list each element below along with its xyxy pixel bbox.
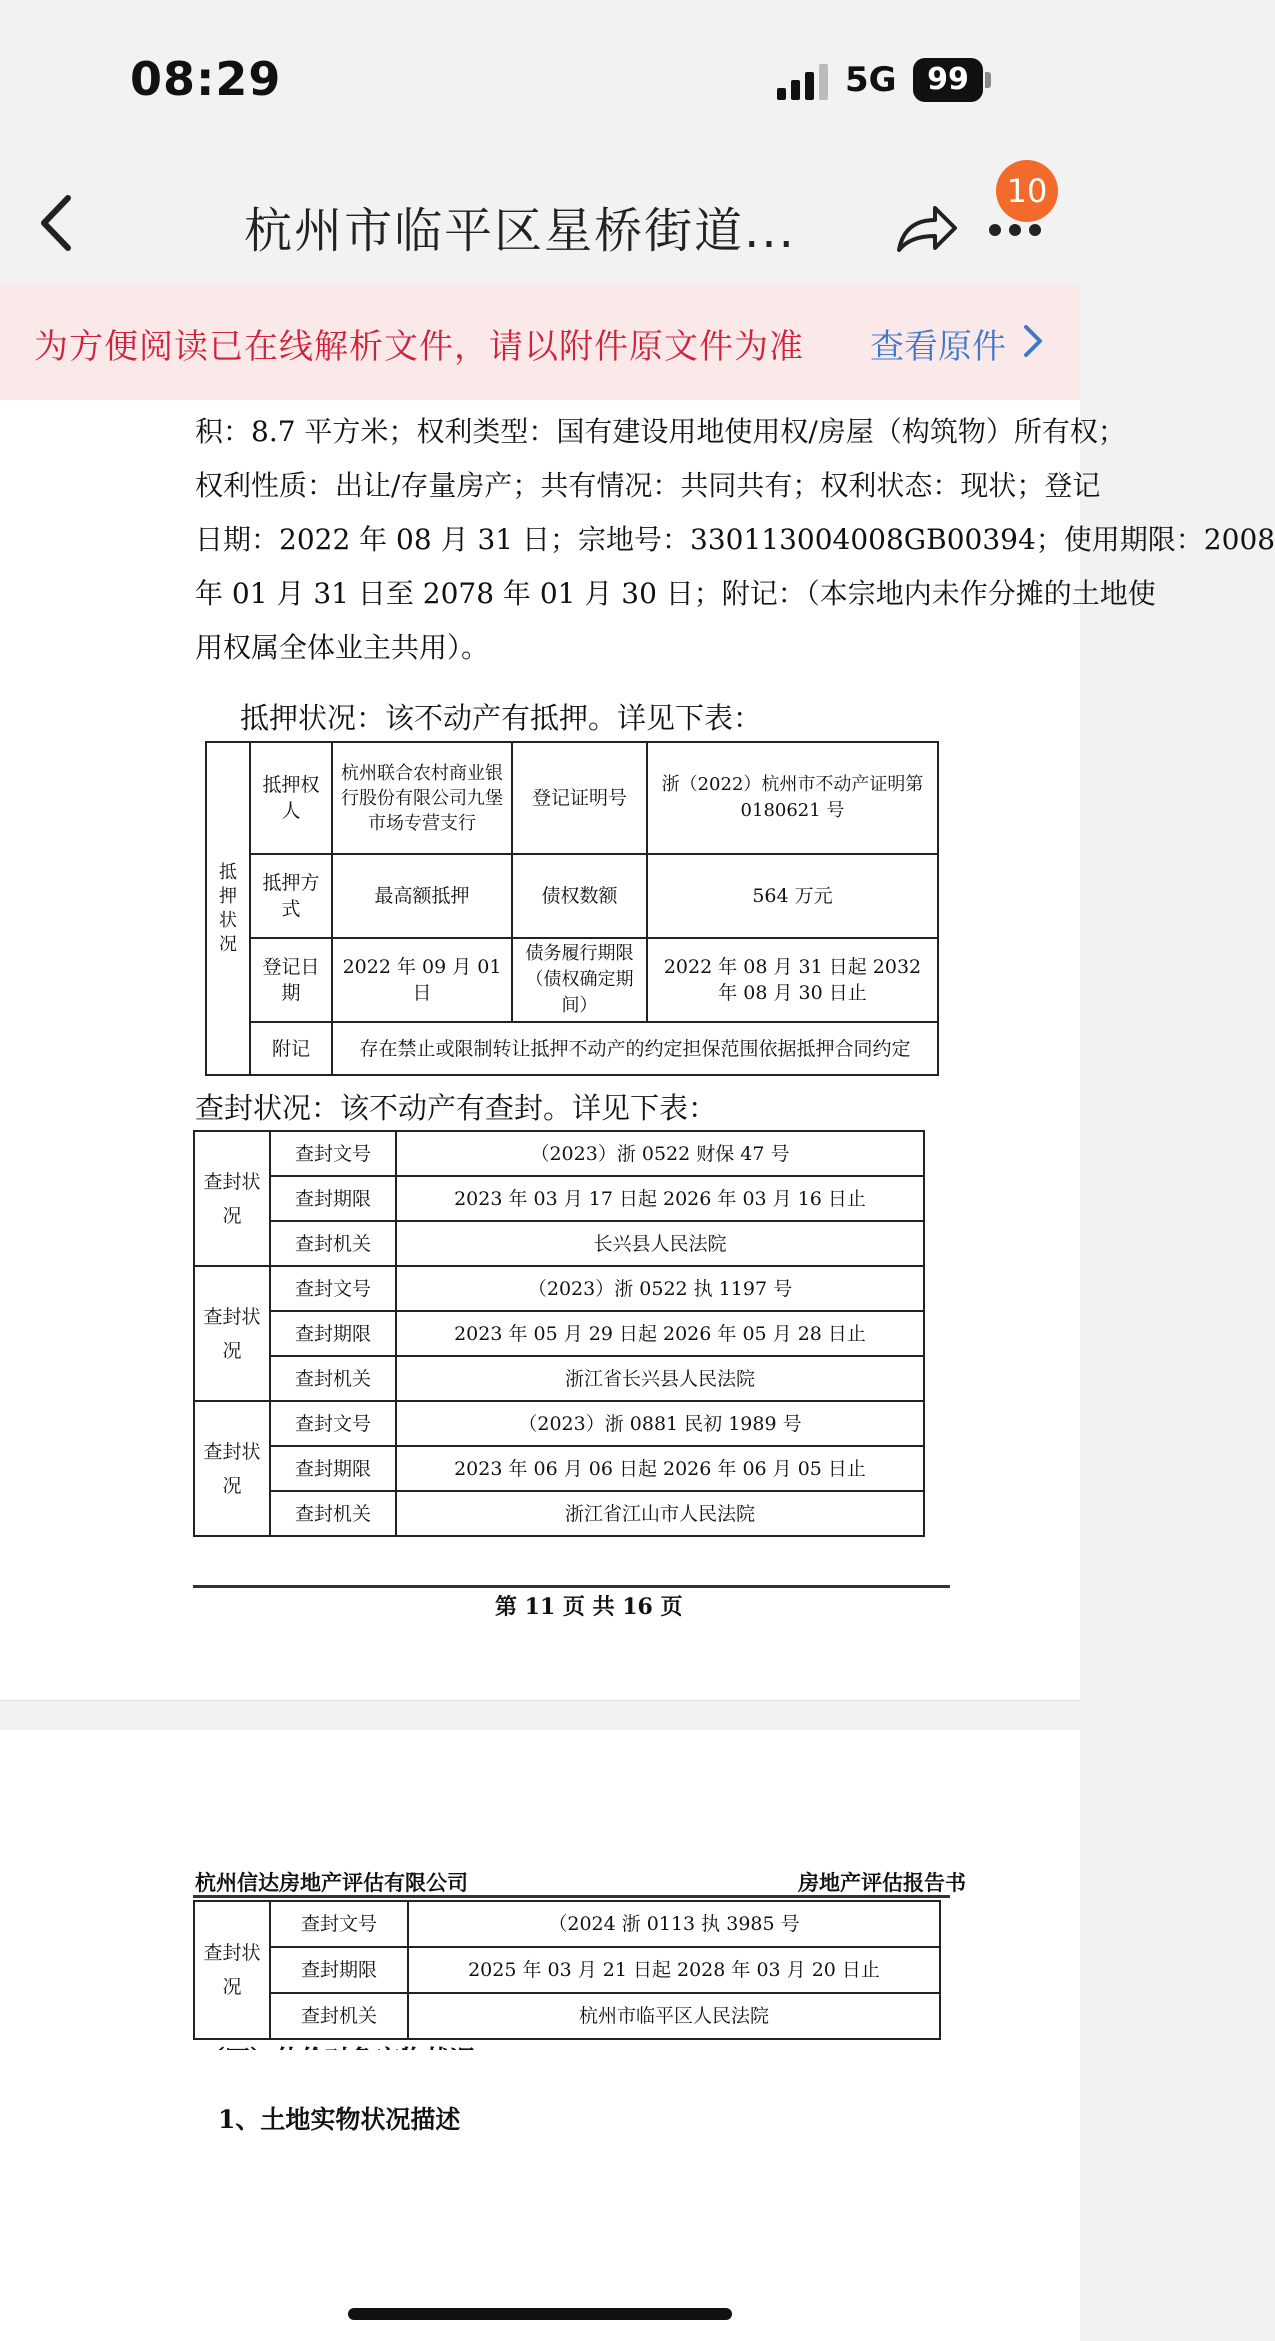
page-number: 第 11 页 共 16 页 bbox=[495, 1594, 683, 1620]
mortgage-table bbox=[205, 741, 939, 1076]
cell-value: 2023 年 06 月 06 日起 2026 年 06 月 05 日止 bbox=[396, 1446, 924, 1491]
cell-label: 抵押方式 bbox=[250, 854, 332, 938]
header-rule bbox=[193, 1895, 950, 1898]
cell-value: 最高额抵押 bbox=[332, 854, 512, 938]
cell-label: 查封机关 bbox=[270, 1221, 396, 1266]
mortgage-side-label: 抵押状况 bbox=[206, 742, 250, 1075]
seizure-table bbox=[193, 1130, 925, 1537]
cell-label: 登记日期 bbox=[250, 938, 332, 1022]
cell-label: 查封期限 bbox=[270, 1311, 396, 1356]
cell-label: 债务履行期限（债权确定期间） bbox=[512, 938, 647, 1022]
status-bar bbox=[0, 0, 1080, 160]
cell-label: 查封机关 bbox=[270, 1491, 396, 1536]
cell-label: 查封文号 bbox=[270, 1266, 396, 1311]
cell-label: 登记证明号 bbox=[512, 742, 647, 854]
para-line: 权利性质：出让/存量房产；共有情况：共同共有；权利状态：现状；登记 bbox=[195, 469, 1101, 502]
cell-value: （2023）浙 0881 民初 1989 号 bbox=[396, 1401, 924, 1446]
cell-value: 杭州联合农村商业银行股份有限公司九堡市场专营支行 bbox=[332, 742, 512, 854]
page-title: 杭州市临平区星桥街道... bbox=[244, 203, 796, 259]
cell-value: （2023）浙 0522 财保 47 号 bbox=[396, 1131, 924, 1176]
battery-icon: 99 bbox=[913, 58, 983, 102]
seizure-side-label: 查封状况 bbox=[194, 1901, 270, 2039]
cell-value: 2022 年 09 月 01 日 bbox=[332, 938, 512, 1022]
chevron-right-icon[interactable] bbox=[1022, 323, 1044, 359]
seizure-side-label: 查封状况 bbox=[194, 1401, 270, 1536]
notice-banner bbox=[0, 285, 1080, 400]
cell-value: 杭州市临平区人民法院 bbox=[408, 1993, 940, 2039]
notification-badge: 10 bbox=[996, 160, 1058, 222]
more-icon[interactable] bbox=[985, 220, 1045, 240]
para-line: 日期：2022 年 08 月 31 日；宗地号：330113004008GB00394；使用期限：2008 bbox=[195, 523, 1275, 556]
cell-label: 查封期限 bbox=[270, 1176, 396, 1221]
share-icon[interactable] bbox=[893, 198, 959, 258]
status-time: 08:29 bbox=[130, 52, 282, 106]
cell-value: 2023 年 03 月 17 日起 2026 年 03 月 16 日止 bbox=[396, 1176, 924, 1221]
para-line: 年 01 月 31 日至 2078 年 01 月 30 日；附记：（本宗地内未作分摊的土地使 bbox=[195, 577, 1156, 610]
home-indicator[interactable] bbox=[348, 2308, 732, 2320]
cell-label: 债权数额 bbox=[512, 854, 647, 938]
page-blank-area bbox=[0, 2050, 1080, 2341]
cell-value: 浙江省江山市人民法院 bbox=[396, 1491, 924, 1536]
cell-value: 2025 年 03 月 21 日起 2028 年 03 月 20 日止 bbox=[408, 1947, 940, 1993]
nav-bar bbox=[0, 160, 1080, 285]
cell-label: 查封文号 bbox=[270, 1401, 396, 1446]
seizure-side-label: 查封状况 bbox=[194, 1266, 270, 1401]
cell-label: 查封文号 bbox=[270, 1131, 396, 1176]
para-line: 用权属全体业主共用）。 bbox=[195, 631, 490, 664]
view-original-link[interactable]: 查看原件 bbox=[870, 327, 1006, 367]
cell-value: 浙江省长兴县人民法院 bbox=[396, 1356, 924, 1401]
cell-label: 抵押权人 bbox=[250, 742, 332, 854]
seizure-table-continued bbox=[193, 1900, 941, 2040]
cell-value: 2022 年 08 月 31 日起 2032 年 08 月 30 日止 bbox=[647, 938, 938, 1022]
cell-value: （2024 浙 0113 执 3985 号 bbox=[408, 1901, 940, 1947]
cell-value: 长兴县人民法院 bbox=[396, 1221, 924, 1266]
cell-label: 查封文号 bbox=[270, 1901, 408, 1947]
mortgage-heading: 抵押状况：该不动产有抵押。详见下表： bbox=[240, 701, 763, 735]
cell-value: 存在禁止或限制转让抵押不动产的约定担保范围依据抵押合同约定 bbox=[332, 1022, 938, 1075]
cell-label: 查封机关 bbox=[270, 1356, 396, 1401]
header-company: 杭州信达房地产评估有限公司 bbox=[195, 1870, 468, 1895]
seizure-side-label: 查封状况 bbox=[194, 1131, 270, 1266]
notice-message: 为方便阅读已在线解析文件，请以附件原文件为准 bbox=[34, 327, 804, 367]
cell-label: 查封期限 bbox=[270, 1446, 396, 1491]
signal-icon bbox=[775, 62, 845, 102]
cell-label: 查封期限 bbox=[270, 1947, 408, 1993]
cell-label: 附记 bbox=[250, 1022, 332, 1075]
footer-rule bbox=[193, 1585, 950, 1588]
cell-value: 564 万元 bbox=[647, 854, 938, 938]
cell-label: 查封机关 bbox=[270, 1993, 408, 2039]
back-icon[interactable] bbox=[30, 188, 80, 258]
cell-value: （2023）浙 0522 执 1197 号 bbox=[396, 1266, 924, 1311]
cell-value: 2023 年 05 月 29 日起 2026 年 05 月 28 日止 bbox=[396, 1311, 924, 1356]
sub-heading: 1、土地实物状况描述 bbox=[218, 2105, 461, 2134]
seizure-heading: 查封状况：该不动产有查封。详见下表： bbox=[195, 1091, 718, 1125]
battery-cap bbox=[985, 72, 991, 88]
header-report: 房地产评估报告书 bbox=[798, 1870, 966, 1895]
document-page-11 bbox=[0, 400, 1275, 1701]
network-label: 5G bbox=[845, 60, 897, 100]
para-line: 积：8.7 平方米；权利类型：国有建设用地使用权/房屋（构筑物）所有权； bbox=[195, 415, 1126, 448]
cell-value: 浙（2022）杭州市不动产证明第 0180621 号 bbox=[647, 742, 938, 854]
